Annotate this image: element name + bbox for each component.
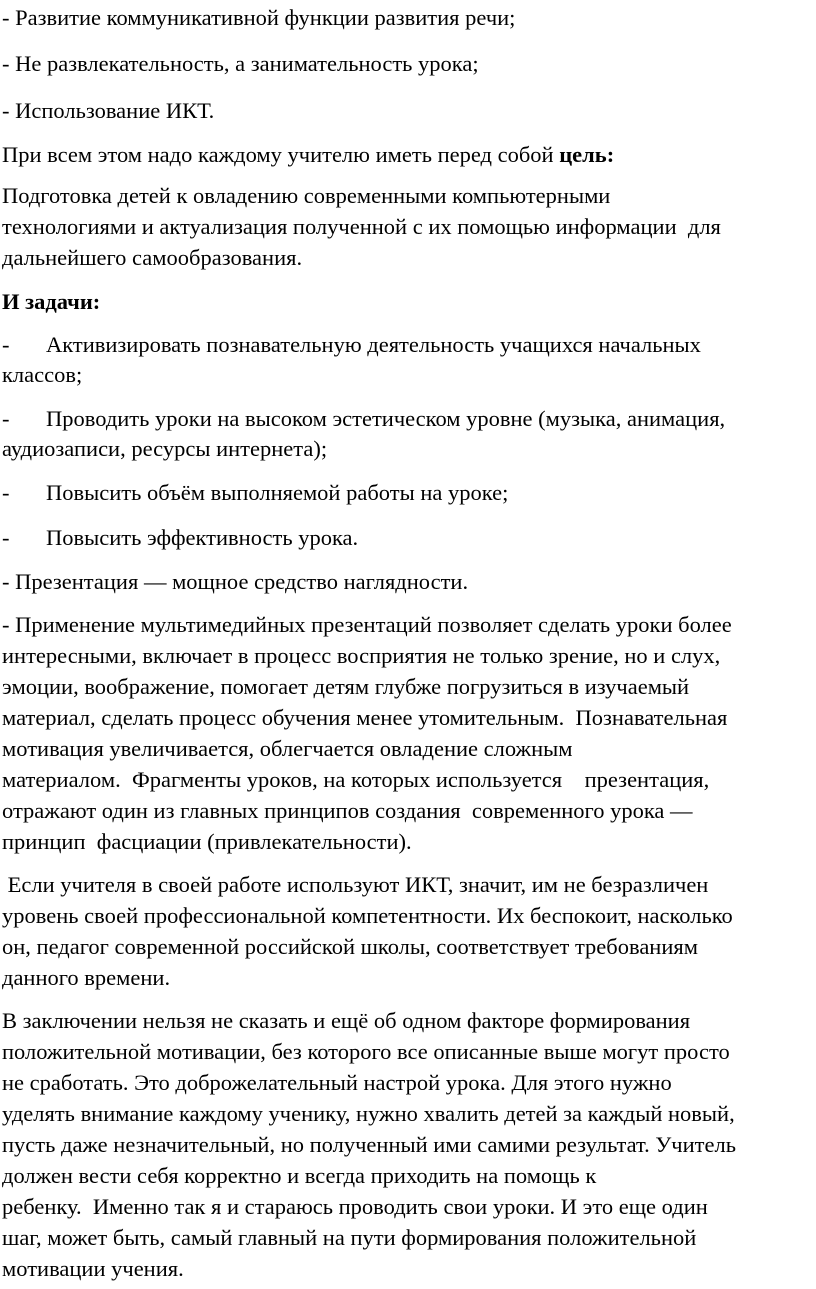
goal-intro-text: При всем этом надо каждому учителю иметь перед собой xyxy=(2,142,560,167)
multimedia-line: интересными, включает в процесс восприятия не только зрение, но и слух, xyxy=(2,643,721,668)
task-bullet: - xyxy=(2,332,10,357)
task-text: Активизировать познавательную деятельность учащихся начальных xyxy=(46,332,701,357)
multimedia-line: материалом. Фрагменты уроков, на которых используется презентация, xyxy=(2,767,710,792)
conclusion-line: уделять внимание каждому ученику, нужно хвалить детей за каждый новый, xyxy=(2,1101,735,1126)
ikt-line: Если учителя в своей работе используют ИКТ, значит, им не безразличен xyxy=(2,872,709,897)
goal-text-line: Подготовка детей к овладению современными компьютерными xyxy=(2,183,611,208)
goal-text-line: технологиями и актуализация полученной с их помощью информации для xyxy=(2,214,721,239)
goal-label: цель: xyxy=(559,142,615,167)
multimedia-line: принцип фасциации (привлекательности). xyxy=(2,829,412,854)
task-bullet: - xyxy=(2,525,10,550)
presentation-line: - Презентация — мощное средство наглядности. xyxy=(2,569,469,594)
intro-item: - Не развлекательность, а занимательность урока; xyxy=(2,51,479,76)
task-bullet: - xyxy=(2,406,10,431)
conclusion-line: не сработать. Это доброжелательный настрой урока. Для этого нужно xyxy=(2,1070,672,1095)
multimedia-line: эмоции, воображение, помогает детям глубже погрузиться в изучаемый xyxy=(2,674,690,699)
conclusion-line: пусть даже незначительный, но полученный ими самими результат. Учитель xyxy=(2,1132,736,1157)
goal-intro-line xyxy=(2,140,614,169)
task-continuation: аудиозаписи, ресурсы интернета); xyxy=(2,436,328,461)
ikt-line: уровень своей профессиональной компетентности. Их беспокоит, насколько xyxy=(2,903,733,928)
multimedia-line: отражают один из главных принципов создания современного урока — xyxy=(2,798,693,823)
conclusion-line: шаг, может быть, самый главный на пути формирования положительной xyxy=(2,1225,697,1250)
multimedia-line: мотивация увеличивается, облегчается овладение сложным xyxy=(2,736,573,761)
multimedia-line: - Применение мультимедийных презентаций позволяет сделать уроки более xyxy=(2,612,732,637)
intro-item: - Развитие коммуникативной функции развития речи; xyxy=(2,5,516,30)
conclusion-line: В заключении нельзя не сказать и ещё об одном факторе формирования xyxy=(2,1008,691,1033)
conclusion-line: мотивации учения. xyxy=(2,1256,184,1281)
conclusion-line: ребенку. Именно так я и стараюсь проводить свои уроки. И это еще один xyxy=(2,1194,708,1219)
task-continuation: классов; xyxy=(2,362,83,387)
task-bullet: - xyxy=(2,480,10,505)
multimedia-line: материал, сделать процесс обучения менее утомительным. Познавательная xyxy=(2,705,728,730)
goal-text-line: дальнейшего самообразования. xyxy=(2,245,303,270)
conclusion-line: должен вести себя корректно и всегда приходить на помощь к xyxy=(2,1163,597,1188)
task-text: Повысить эффективность урока. xyxy=(46,525,359,550)
task-text: Проводить уроки на высоком эстетическом уровне (музыка, анимация, xyxy=(46,406,726,431)
intro-item: - Использование ИКТ. xyxy=(2,98,215,123)
tasks-heading: И задачи: xyxy=(2,289,101,314)
ikt-line: он, педагог современной российской школы, соответствует требованиям xyxy=(2,934,698,959)
task-text: Повысить объём выполняемой работы на уроке; xyxy=(46,480,509,505)
ikt-line: данного времени. xyxy=(2,965,171,990)
conclusion-line: положительной мотивации, без которого все описанные выше могут просто xyxy=(2,1039,730,1064)
